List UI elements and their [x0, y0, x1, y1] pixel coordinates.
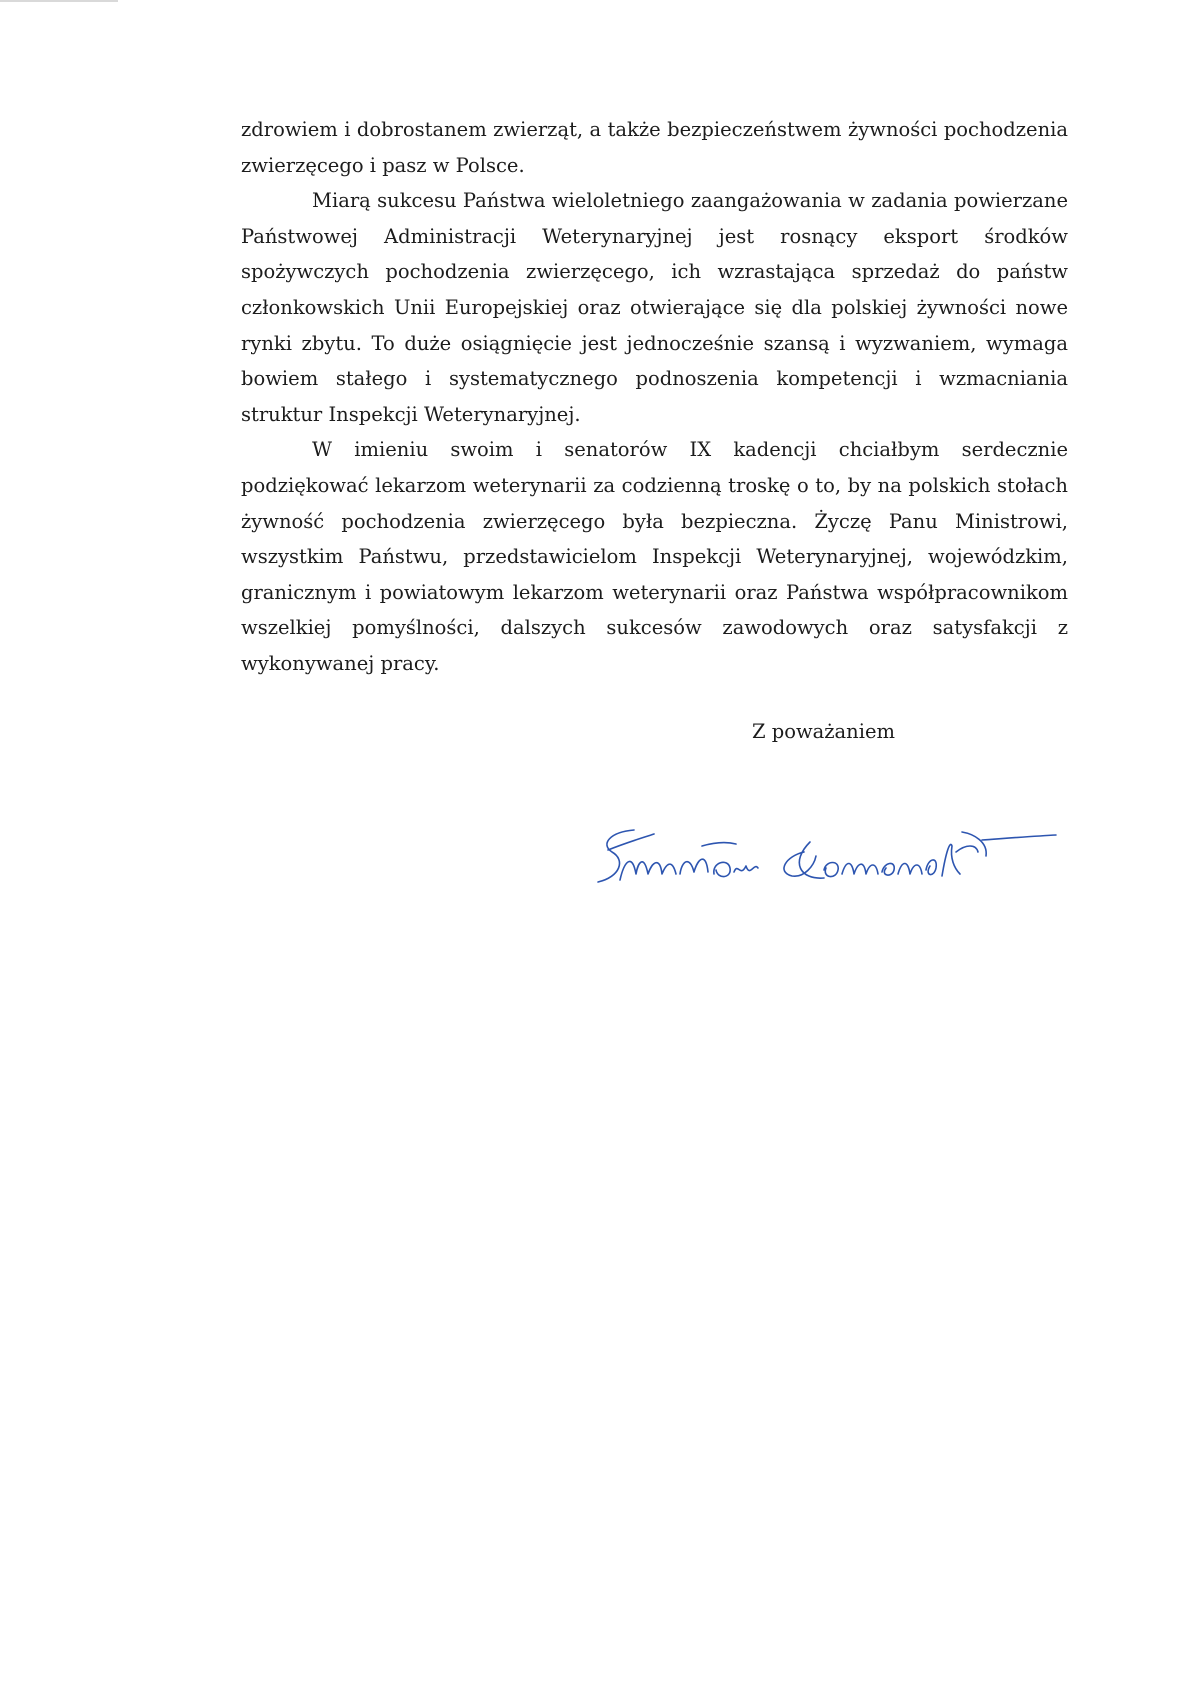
- letter-paragraph-3: W imieniu swoim i senatorów IX kadencji chciałbym serdecznie podziękować lekarzom weterynarii za codzienną troskę o to, by na polskich stołach żywność pochodzenia zwierzęcego była bezpieczna. Życzę Panu Ministrowi, wszystkim Państwu, przedstawicielom Inspekcji Weterynaryjnej, wojewódzkim, granicznym i powiatowym lekarzom weterynarii oraz Państwa współpracownikom wszelkiej pomyślności, dalszych sukcesów zawodowych oraz satysfakcji z wykonywanej pracy.: [241, 438, 1068, 675]
- letter-paragraph-1: zdrowiem i dobrostanem zwierząt, a także bezpieczeństwem żywności pochodzenia zwierzęcego i pasz w Polsce.: [241, 118, 1068, 177]
- letter-body: [241, 112, 1068, 682]
- letter-closing: Z poważaniem: [752, 720, 896, 743]
- handwritten-signature: [590, 822, 1060, 902]
- letter-paragraph-2: Miarą sukcesu Państwa wieloletniego zaangażowania w zadania powierzane Państwowej Administracji Weterynaryjnej jest rosnący eksport środków spożywczych pochodzenia zwierzęcego, ich wzrastająca sprzedaż do państw członkowskich Unii Europejskiej oraz otwierające się dla polskiej żywności nowe rynki zbytu. To duże osiągnięcie jest jednocześnie szansą i wyzwaniem, wymaga bowiem stałego i systematycznego podnoszenia kompetencji i wzmacniania struktur Inspekcji Weterynaryjnej.: [241, 189, 1068, 426]
- page-edge-mark: [0, 0, 118, 2]
